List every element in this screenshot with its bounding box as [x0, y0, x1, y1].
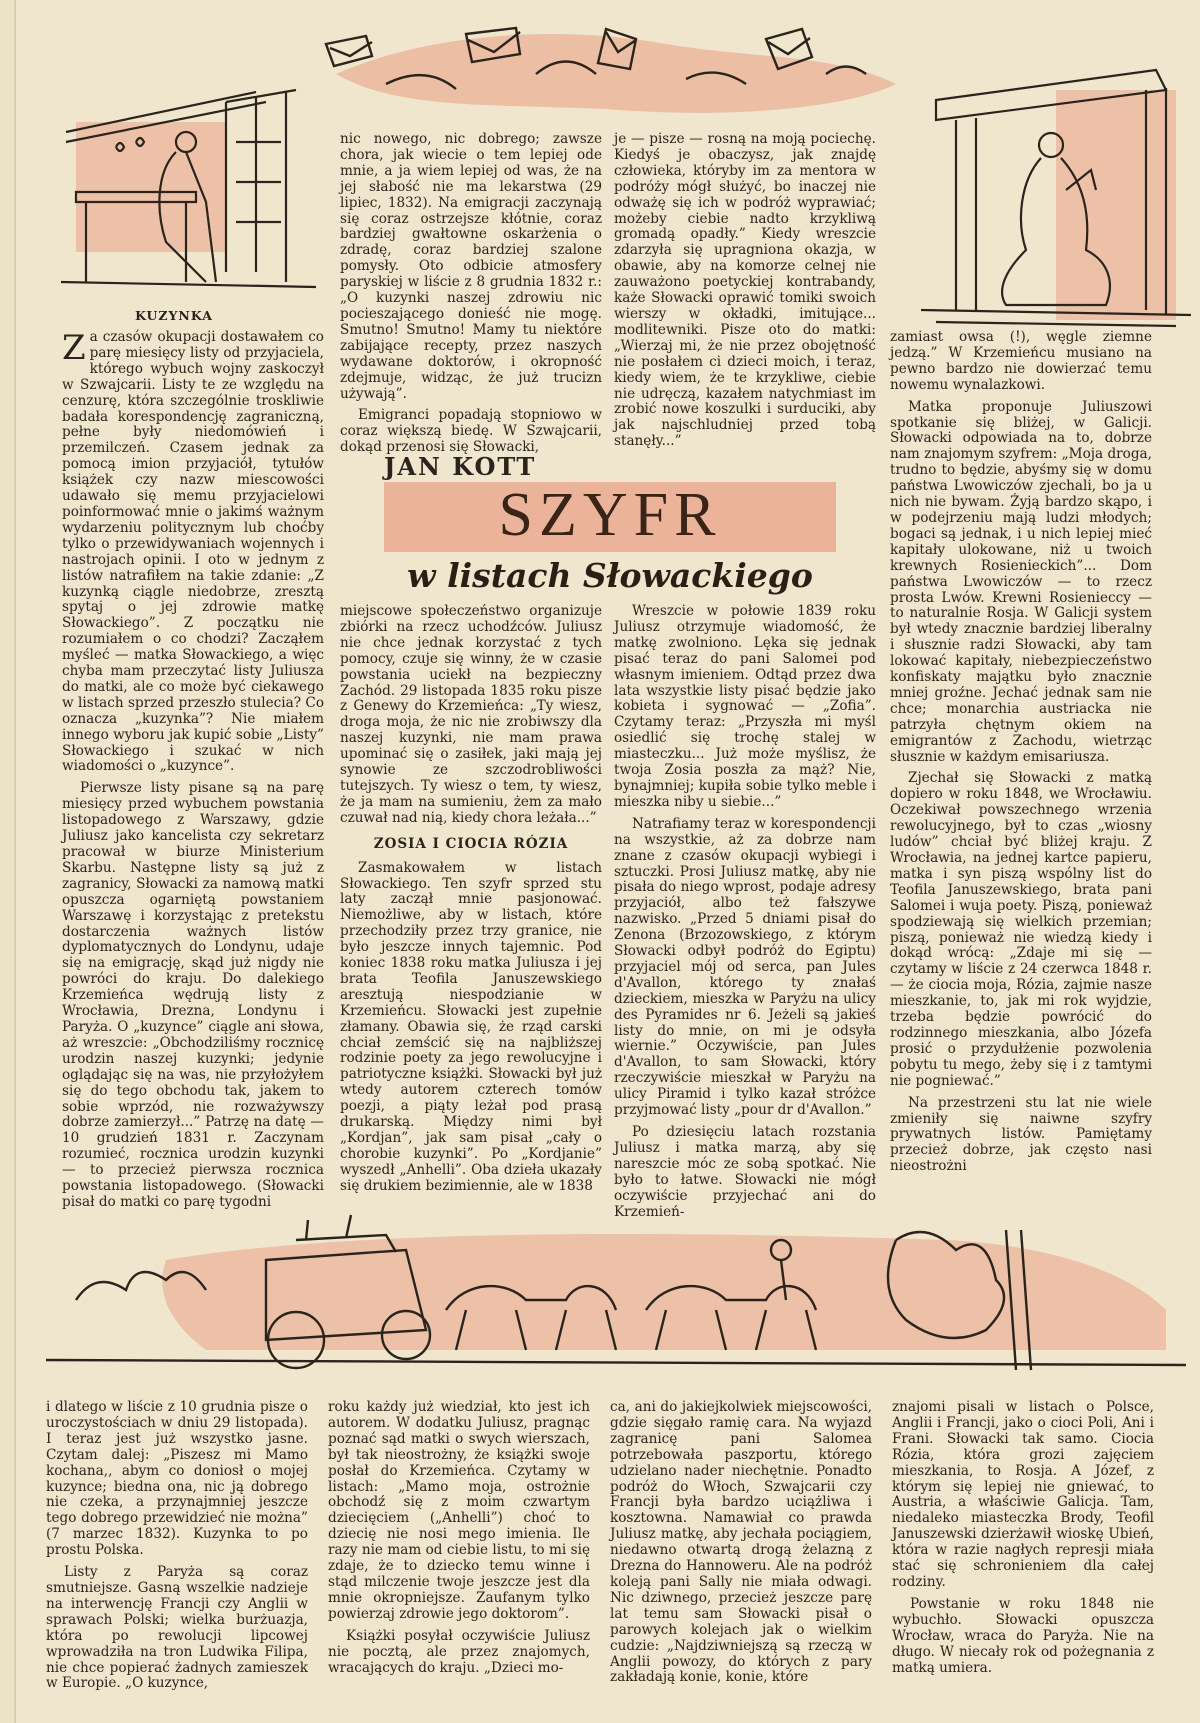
paragraph: Książki posyłał oczywiście Juliusz nie pocztą, ale przez znajomych, wracających do kraju. „Dzieci mo-: [328, 1627, 590, 1676]
bottom-column-4: [892, 1400, 1154, 1682]
article-subtitle: w listach Słowackiego: [407, 556, 813, 595]
paragraph: ca, ani do jakiejkolwiek miejscowości, gdzie sięgało ramię cara. Na wyjazd zagranicę pani Salomea potrzebowała paszportu, którego udzielano nader niechętnie. Ponadto podróż do Włoch, Szwajcarii czy Francji była bardzo uciążliwa i kosztowna. Namawiał co prawda Juliusz matkę, aby jechała pociągiem, niedawno otwartą drogą żelazną z Drezna do Hannoweru. Ale na podróż koleją pani Sally nie miała odwagi. Nic dziwnego, przecież jeszcze parę lat temu sam Słowacki pisał o parowych kolejach jak o wielkim cudzie: „Najdziwniejszą są rzeczą w Anglii powozy, do których z pary zakładają konie, konie, które: [610, 1399, 872, 1686]
bottom-column-3: [610, 1400, 872, 1692]
newspaper-page: [14, 0, 1200, 1723]
paragraph: a czasów okupacji dostawałem co parę miesięcy listy od przyjaciela, którego wybuch wojny zaskoczył w Szwajcarii. Listy te ze względu na cenzurę, która szczególnie troskliwie badała korespondencję zagraniczną, pełne były niedomówień i przemilczeń. Czasem jednak za pomocą imion przyjaciół, tytułów książek czy nazw miescowości udawało się memu przyjacielowi poinformować mnie o jakimś ważnym wydarzeniu politycznym lub choćby tylko o przewidywaniach wojennych i nastrojach opinii. I oto w jednym z listów natrafiłem na takie zdanie: „Z kuzynką ciągle niedobrze, zresztą spytaj o jej zdrowie matkę Słowackiego”. Z początku nie rozumiałem o co chodzi? Zacząłem myśleć — matka Słowackiego, a więc chyba mam przeczytać listy Juliusza do matki, ale co może być ciekawego w listach sprzed przeszło stulecia? Co oznacza „kuzynka”? Nie miałem innego wyboru jak kupić sobie „Listy” Słowackiego i szukać w nich wiadomości o „kuzynce”.: [62, 329, 324, 775]
paragraph: Zasmakowałem w listach Słowackiego. Ten szyfr sprzed stu laty zaczął mnie pasjonować. Niemożliwe, aby w listach, które przechodziły przez trzy granice, nie było jeszcze innych tajemnic. Pod koniec 1838 roku matka Juliusza i jej brata Teofila Januszewskiego aresztują niespodzianie w Krzemieńcu. Słowacki jest zupełnie złamany. Obawia się, że rząd carski chciał zemścić się na najbliższej rodzinie poety za jego rewolucyjne i patriotyczne książki. Słowacki był już wtedy autorem czterech tomów poezji, a piąty leżał pod prasą drukarską. Między nimi był „Kordjan”, jak sam pisał „cały o chorobie kuzynki”. Po „Kordjanie” wyszedł „Anhelli”. Oba dzieła ukazały się drukiem bezimiennie, ale w 1838: [340, 859, 602, 1194]
drop-cap: Z: [62, 328, 86, 368]
illustration-caption: KUZYNKA: [135, 308, 213, 323]
author-name: JAN KOTT: [384, 452, 537, 481]
paragraph: Na przestrzeni stu lat nie wiele zmieniły się naiwne szyfry prywatnych listów. Pamiętamy przecież dobrze, jak często nasi nieostrożni: [890, 1094, 1152, 1175]
woman-writing-illustration: [56, 82, 326, 302]
paragraph: i dlatego w liście z 10 grudnia pisze o uroczystościach w dniu 29 listopada). I teraz jest już wszystko jasne. Czytam dalej: „Piszesz mi Mamo kochana,, abym co doniosł o mojej kuzynce; biedna ona, nic ją dobrego nie czeka, a przynajmniej jeszcze tego dobrego przewidzieć nie można” (7 marzec 1832). Kuzynka to po prostu Polska.: [46, 1399, 308, 1559]
column-1: [62, 330, 324, 1217]
bottom-column-1: [46, 1400, 308, 1698]
paragraph: Po dziesięciu latach rozstania Juliusz i matka marzą, aby się nareszcie móc ze sobą spotkać. Nie było to łatwe. Słowacki nie mógł oczywiście przyjechać ani do Krzemień-: [614, 1124, 876, 1220]
paragraph: miejscowe społeczeństwo organizuje zbiórki na rzecz uchodźców. Juliusz nie chce jednak korzystać z tych pomocy, czuje się winny, że w czasie powstania uciekł na bezpieczny Zachód. 29 listopada 1835 roku pisze z Genewy do Krzemieńca: „Ty wiesz, droga moja, że nic nie zrobiwszy dla naszej kuzynki, nie mam prawa upominać się o zasiłek, jaki mają jej synowie ze szczodrobliwości tutejszych. Ty wiesz o tem, ty wiesz, że ja mam na sumieniu, żem za mało czuwał nad nią, kiedy chora leżała...”: [340, 603, 602, 826]
paragraph: znajomi pisali w listach o Polsce, Anglii i Francji, jako o cioci Poli, Ani i Frani. Słowacki tak samo. Ciocia Rózia, która grozi zajęciem mieszkania, to Rosja. A Józef, z którym się lepiej nie gniewać, to Austria, a właściwie Galicja. Tam, niedaleko miasteczka Brody, Teofil Januszewski dzierżawił wioskę Ubień, która w razie nagłych represji miała stać się schronieniem dla całej rodziny.: [892, 1399, 1154, 1590]
paragraph: zamiast owsa (!), węgle ziemne jedzą.” W Krzemieńcu musiano na pewno bardzo nie dowierzać temu nowemu wynalazkowi.: [890, 329, 1152, 393]
stagecoach-illustration: [46, 1200, 1186, 1380]
paragraph: roku każdy już wiedział, kto jest ich autorem. W dodatku Juliusz, pragnąc poznać sąd matki o swych wierszach, był tak nieostrożny, że książki swoje posłał do Krzemieńca. Czytamy w listach: „Mamo moja, ostrożnie obchodź się z moim czwartym dziecięciem („Anhelli”) choć to dziecię nie nosi mego imienia. Ile razy nie mam od ciebie listu, to mi się zdaje, że to dziecko temu winne i stąd milczenie twoje jeszcze jest dla mnie okropniejsze. Zaufanym tylko powierzaj zdrowie jego doktorom”.: [328, 1399, 590, 1622]
woman-reading-illustration: [916, 60, 1196, 330]
paragraph: Zjechał się Słowacki z matką dopiero w roku 1848, we Wrocławiu. Oczekiwał powszechnego wrzenia rewolucyjnego, był to czas „wiosny ludów” chciał być bliżej kraju. Z Wrocławia, na jednej kartce papieru, matka i syn piszą wspólny list do Teofila Januszewskiego, brata pani Salomei i wuja poety. Piszą, ponieważ spodziewają się wielkich przemian; piszą, ponieważ nie wiedzą kiedy i dokąd wrócą: „Zdaje mi się — czytamy w liście z 24 czerwca 1848 r. — że ciocia moja, Rózia, zajmie nasze mieszkanie, to, jak mi rok wyjdzie, trzeba będzie powrócić do rodzinnego mieszkania, albo Józefa prosić o przydułżenie pozwolenia pobytu tu mego, żeby się i z tamtymi nie pogniewać.”: [890, 770, 1152, 1089]
column-3-top: [614, 132, 876, 456]
column-2-middle: [340, 604, 602, 1201]
paragraph: nic nowego, nic dobrego; zawsze chora, jak wiecie o tem lepiej ode mnie, a ja wiem lepiej od was, że na jej słabość nie ma lekarstwa (29 lipiec, 1832). Na emigracji zaczynają się coraz ostrzejsze kłótnie, coraz bardziej gwałtowne oskarżenia o zdradę, coraz bardziej szalone pomysły. Oto odbicie atmosfery paryskiej w liście z 8 grudnia 1832 r.: „O kuzynki naszej zdrowiu nic pocieszającego donieść nie mogę. Smutno! Smutno! Mamy tu niektóre zabijające recepty, przez naszych wydawane doktorów, i okropność zdejmuje, widząc, że już trucizn używają”.: [340, 131, 602, 402]
flying-letters-illustration: [306, 14, 906, 124]
column-3-middle: [614, 604, 876, 1226]
article-title: SZYFR: [498, 481, 722, 549]
bottom-column-2: [328, 1400, 590, 1682]
paragraph: Wreszcie w połowie 1839 roku Juliusz otrzymuje wiadomość, że matkę zwolniono. Lęka się jednak pisać teraz do pani Salomei pod własnym imieniem. Odtąd przez dwa lata wszystkie listy pisać będzie jako kobieta i sygnować — „Zofia”. Czytamy teraz: „Przyszła mi myśl osiedlić się trochę stalej w miasteczku... Już może myślisz, że twoja Zosia poszła za mąż? Nie, bynajmniej; kupiła sobie tylko meble i mieszka niby u siebie...”: [614, 603, 876, 810]
paragraph: Listy z Paryża są coraz smutniejsze. Gasną wszelkie nadzieje na interwencję Francji czy Anglii w sprawach Polski; wielka burżuazja, która po rewolucji lipcowej wprowadziła na tron Ludwika Filipa, nie chce popierać żadnych zamieszek w Europie. „O kuzynce,: [46, 1564, 308, 1692]
column-4: [890, 330, 1152, 1181]
section-subheading: ZOSIA I CIOCIA RÓZIA: [373, 835, 569, 852]
paragraph: Matka proponuje Juliuszowi spotkanie się bliżej, w Galicji. Słowacki odpowiada na to, dobrze nam znajomym szyfrem: „Moja droga, trudno to będzie, abyśmy się w domu państwa Lwowiczów zjechali, bo ja u nich nie bywam. Żyją bardzo skąpo, i w podejrzeniu mają ludzi młodych; bogaci są jednak, i u nich lepiej mieć kapitały ulokowane, niż u twoich krewnych Rosienieckich”... Dom państwa Lwowiczów — to rzecz prosta Lwów. Krewni Rosienieccy — to naturalnie Rosja. W Galicji system był wtedy znacznie bardziej liberalny i słusznie radzi Słowacki, aby tam lokować kapitały, niebezpieczeństwo konfiskaty majątku było znacznie mniej groźne. Jechać jednak sam nie chce; monarchia austriacka nie patrzyła chętnym okiem na emigrantów z Zachodu, wietrząc słusznie w każdym emisariusza.: [890, 398, 1152, 765]
paragraph: Emigranci popadają stopniowo w coraz większą biedę. W Szwajcarii, dokąd przenosi się Słowacki,: [340, 407, 602, 456]
paragraph: Natrafiamy teraz w korespondencji na wszystkie, aż za dobrze nam znane z czasów okupacji wybiegi i sztuczki. Prosi Juliusz matkę, aby nie pisała do niego wprost, podaje adresy przyjaciół, albo też fałszywe nazwisko. „Przed 5 dniami pisał do Zenona (Brzozowskiego, z którym Słowacki odbył podróż do Egiptu) przyjaciel mój od serca, pan Jules d'Avallon, którego ty znałaś dzieckiem, mieszka w Paryżu na ulicy des Pyramides nr 6. Jeżeli są jakieś listy do mnie, on mi je odsyła wiernie.” Oczywiście, pan Jules d'Avallon, to sam Słowacki, który rzeczywiście mieszkał w Paryżu na ulicy Piramid i tylko kazał stróżce przyjmować listy „pour dr d'Avallon.”: [614, 815, 876, 1119]
paragraph: Pierwsze listy pisane są na parę miesięcy przed wybuchem powstania listopadowego z Warszawy, gdzie Juliusz jako kancelista czy sekretarz pracował w biurze Ministerium Skarbu. Następne listy są już z zagranicy, Słowacki za namową matki opuszcza ogarniętą powstaniem Warszawę i korzystając z pretekstu dostarczenia ważnych listów dyplomatycznych do Londynu, udaje się na emigrację, skąd już nigdy nie powróci do kraju. Do dalekiego Krzemieńca wędrują listy z Wrocławia, Drezna, Londynu i Paryża. O „kuzynce” ciągle ani słowa, aż wreszcie: „Obchodziliśmy rocznicę urodzin naszej kuzynki; jedynie oglądając się na was, nie przyłożyłem się do tego obchodu tak, jakem to sobie wprzód, nie rozważywszy dobrze zamierzył...” Patrzę na datę — 10 grudzień 1831 r. Zaczynam rozumieć, rocznica urodzin kuzynki — to przecież pierwsza rocznica powstania listopadowego. (Słowacki pisał do matki co parę tygodni: [62, 780, 324, 1210]
paragraph: Powstanie w roku 1848 nie wybuchło. Słowacki opuszcza Wrocław, wraca do Paryża. Nie na długo. W niecały rok od pożegnania z matką umiera.: [892, 1595, 1154, 1676]
paragraph: je — pisze — rosną na moją pociechę. Kiedyś je obaczysz, jak znajdę człowieka, któryby im za mentora w podróży mógł służyć, bo inaczej nie odważę się ich w podróż wyprawiać; możeby ciebie nadto krzykliwą gromadą opadły.” Kiedy wreszcie zdarzyła się upragniona okazja, w obawie, aby na komorze celnej nie zauważono poetyckiej kontrabandy, każe Słowacki oprawić tomiki swoich wierszy w okładki, imitujące... modlitewniki. Pisze oto do matki: „Wierzaj mi, że nie przez obojętność nie posłałem ci dzieci moich, i teraz, kiedy wiem, że te krzykliwe, ciebie nie udręczą, kazałem natychmiast im zrobić nowe koszulki i surduciki, aby jak najschludniej przed tobą stanęły...”: [614, 131, 876, 450]
column-2-top: [340, 132, 602, 462]
